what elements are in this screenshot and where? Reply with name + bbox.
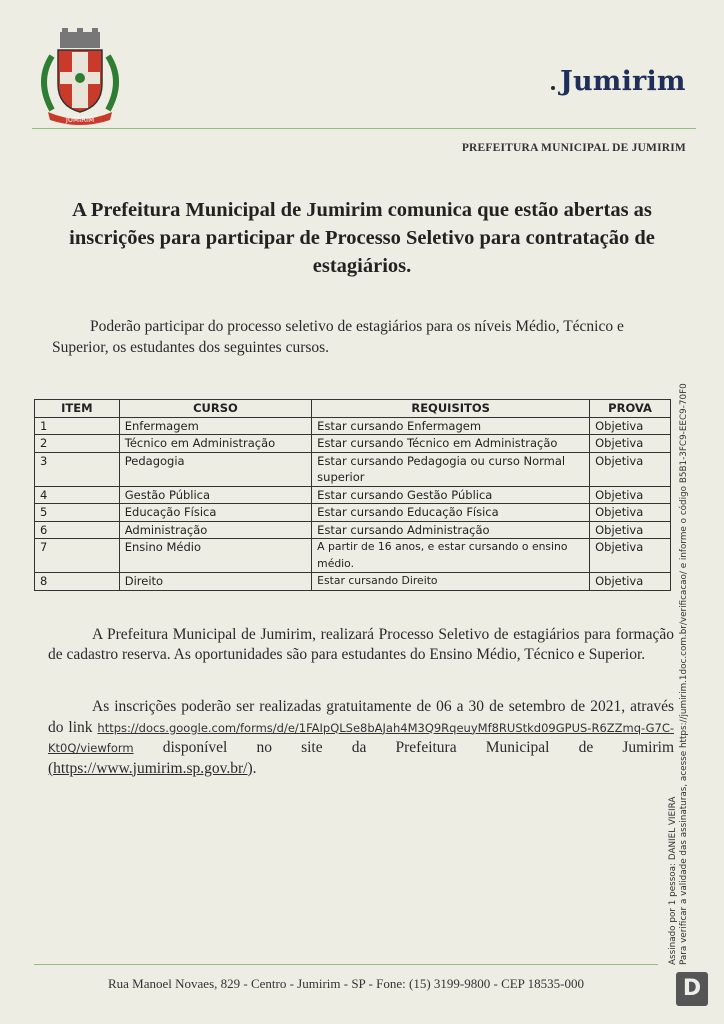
table-row	[35, 504, 671, 522]
cell-curso: Pedagogia	[119, 452, 311, 486]
brand-name: Jumirim	[560, 66, 686, 97]
body-paragraph-2	[48, 697, 674, 779]
cell-requisitos: Estar cursando Enfermagem	[312, 417, 590, 435]
cell-item: 6	[35, 521, 120, 539]
cell-prova: Objetiva	[590, 504, 671, 522]
cell-requisitos: Estar cursando Pedagogia ou curso Normal superior	[312, 452, 590, 486]
table-header-row	[35, 400, 671, 418]
cell-prova: Objetiva	[590, 573, 671, 591]
cell-item: 4	[35, 486, 120, 504]
digital-signature-note	[668, 383, 690, 965]
announcement-headline: A Prefeitura Municipal de Jumirim comunica que estão abertas as inscrições para participar de Processo Seletivo para contratação de estagiários.	[69, 199, 655, 277]
body-paragraph-1: A Prefeitura Municipal de Jumirim, realizará Processo Seletivo de estagiários para formação de cadastro reserva. As oportunidades são para estudantes do Ensino Médio, Técnico e Superior.	[48, 626, 674, 663]
header-divider	[32, 128, 696, 129]
table-row	[35, 573, 671, 591]
mural-crown	[60, 32, 100, 48]
cell-prova: Objetiva	[590, 539, 671, 573]
signature-line-1: Assinado por 1 pessoa: DANIEL VIEIRA	[668, 796, 678, 965]
cell-requisitos: Estar cursando Técnico em Administração	[312, 435, 590, 453]
cell-prova: Objetiva	[590, 435, 671, 453]
column-header-prova: PROVA	[590, 400, 671, 418]
paragraph-2-middle: disponível no site da Prefeitura Municipal de Jumirim	[162, 739, 675, 756]
signature-line-2: Para verificar a validade das assinaturas, acesse https://jumirim.1doc.com.br/verificacao/ e informe o código B5B1-3FC9-EEC9-70F0	[679, 383, 689, 965]
badge-letter: D	[682, 976, 702, 1001]
column-header-requisitos: REQUISITOS	[312, 400, 590, 418]
cell-item: 2	[35, 435, 120, 453]
footer-divider	[34, 964, 658, 965]
intro-paragraph: Poderão participar do processo seletivo de estagiários para os níveis Médio, Técnico e Superior, os estudantes dos seguintes cursos.	[52, 318, 624, 356]
cell-curso: Administração	[119, 521, 311, 539]
table-row	[35, 417, 671, 435]
footer-address: Rua Manoel Novaes, 829 - Centro - Jumirim - SP - Fone: (15) 3199-9800 - CEP 18535-000	[107, 976, 585, 991]
cell-requisitos: Estar cursando Direito	[312, 573, 590, 591]
cell-prova: Objetiva	[590, 417, 671, 435]
registration-form-link[interactable]: https://docs.google.com/forms/d/e/1FAIpQLSe8bAJah4M3Q9RqeuyMf8RUStkd09GPUS-R6ZZmq-G7C-Kt0Q/viewform	[48, 720, 674, 755]
cell-curso: Técnico em Administração	[119, 435, 311, 453]
cell-curso: Gestão Pública	[119, 486, 311, 504]
cell-item: 8	[35, 573, 120, 591]
cell-item: 5	[35, 504, 120, 522]
cell-requisitos: Estar cursando Administração	[312, 521, 590, 539]
table-row	[35, 539, 671, 573]
cell-requisitos: Estar cursando Educação Física	[312, 504, 590, 522]
cell-curso: Ensino Médio	[119, 539, 311, 573]
coat-of-arms-logo	[30, 26, 130, 126]
column-header-curso: CURSO	[119, 400, 311, 418]
cell-item: 1	[35, 417, 120, 435]
cell-item: 3	[35, 452, 120, 486]
table-row	[35, 521, 671, 539]
laurel-right	[108, 56, 116, 110]
website-link[interactable]: (https://www.jumirim.sp.gov.br/)	[48, 759, 253, 777]
table-row	[35, 435, 671, 453]
cell-requisitos: Estar cursando Gestão Pública	[312, 486, 590, 504]
cell-requisitos: A partir de 16 anos, e estar cursando o ensino médio.	[312, 539, 590, 573]
laurel-left	[44, 56, 52, 110]
column-header-item: ITEM	[35, 400, 120, 418]
cell-item: 7	[35, 539, 120, 573]
cell-prova: Objetiva	[590, 521, 671, 539]
cell-prova: Objetiva	[590, 486, 671, 504]
table-row	[35, 486, 671, 504]
ribbon-text: JUMIRIM	[65, 116, 95, 124]
paragraph-2-end: .	[252, 759, 257, 777]
paragraph-2-intro: As inscrições poderão ser realizadas gratuitamente de 06 a 30 de setembro de 2021, através do link	[48, 698, 674, 736]
cell-curso: Enfermagem	[119, 417, 311, 435]
cell-prova: Objetiva	[590, 452, 671, 486]
header-subtitle: PREFEITURA MUNICIPAL DE JUMIRIM	[461, 142, 686, 154]
cell-curso: Direito	[119, 573, 311, 591]
table-row	[35, 452, 671, 486]
brand-dot	[551, 86, 555, 90]
1doc-badge-icon	[676, 972, 708, 1006]
courses-table	[34, 399, 671, 591]
cell-curso: Educação Física	[119, 504, 311, 522]
